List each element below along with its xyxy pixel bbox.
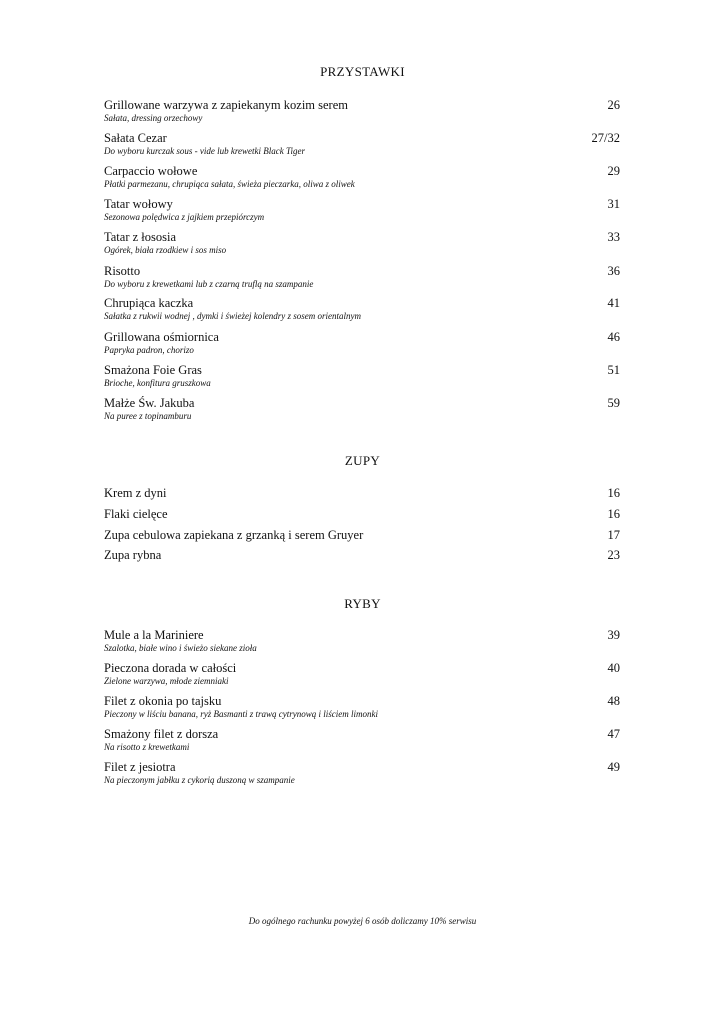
item-description: Pieczony w liściu banana, ryż Basmanti z trawą cytrynową i liściem limonki	[104, 709, 378, 719]
item-price: 29	[607, 164, 620, 178]
item-name: Sałata Cezar	[104, 131, 167, 145]
item-description: Papryka padron, chorizo	[104, 345, 194, 355]
menu-item	[104, 264, 620, 290]
item-price: 48	[607, 694, 620, 708]
menu-item	[104, 396, 620, 422]
item-price: 16	[607, 507, 620, 521]
menu-item	[104, 486, 620, 500]
service-charge-note: Do ogólnego rachunku powyżej 6 osób doliczamy 10% serwisu	[248, 916, 477, 926]
item-price: 47	[607, 727, 620, 741]
item-name: Smażona Foie Gras	[104, 363, 202, 377]
item-name: Risotto	[104, 264, 141, 278]
menu-item	[104, 131, 620, 157]
item-description: Sezonowa polędwica z jajkiem przepiórczym	[104, 212, 265, 222]
item-description: Brioche, konfitura gruszkowa	[104, 378, 211, 388]
item-name: Krem z dyni	[104, 486, 167, 500]
menu-item	[104, 628, 620, 654]
item-name: Filet z okonia po tajsku	[104, 694, 222, 708]
item-name: Tatar wołowy	[104, 197, 173, 211]
menu-item	[104, 230, 620, 256]
item-price: 31	[607, 197, 620, 211]
item-price: 23	[607, 548, 620, 562]
item-price: 26	[607, 98, 620, 112]
item-description: Na puree z topinamburu	[104, 411, 192, 421]
menu-item	[104, 528, 620, 542]
item-price: 27/32	[591, 131, 620, 145]
menu-item	[104, 727, 620, 753]
menu-item	[104, 661, 620, 687]
item-price: 49	[607, 760, 620, 774]
item-name: Małże Św. Jakuba	[104, 396, 195, 410]
item-name: Zupa cebulowa zapiekana z grzanką i serem Gruyer	[104, 528, 364, 542]
item-description: Ogórek, biała rzodkiew i sos miso	[104, 245, 227, 255]
item-price: 46	[607, 330, 620, 344]
item-name: Zupa rybna	[104, 548, 162, 562]
menu-item	[104, 507, 620, 521]
item-name: Grillowane warzywa z zapiekanym kozim serem	[104, 98, 348, 112]
item-name: Tatar z łososia	[104, 230, 177, 244]
section-title-przystawki: PRZYSTAWKI	[320, 64, 405, 79]
item-name: Mule a la Mariniere	[104, 628, 204, 642]
item-name: Grillowana ośmiornica	[104, 330, 219, 344]
menu-item	[104, 694, 620, 720]
menu-item	[104, 363, 620, 389]
item-name: Carpaccio wołowe	[104, 164, 198, 178]
item-description: Płatki parmezanu, chrupiąca sałata, świeża pieczarka, oliwa z oliwek	[104, 179, 355, 189]
item-price: 17	[607, 528, 620, 542]
item-name: Filet z jesiotra	[104, 760, 176, 774]
item-description: Zielone warzywa, młode ziemniaki	[104, 676, 229, 686]
item-price: 33	[607, 230, 620, 244]
item-price: 36	[607, 264, 620, 278]
menu-item	[104, 98, 620, 124]
item-price: 51	[607, 363, 620, 377]
item-description: Na pieczonym jabłku z cykorią duszoną w szampanie	[104, 775, 295, 785]
item-description: Sałata, dressing orzechowy	[104, 113, 203, 123]
item-name: Pieczona dorada w całości	[104, 661, 237, 675]
item-description: Szalotka, białe wino i świeżo siekane zioła	[104, 643, 257, 653]
menu-item	[104, 164, 620, 190]
item-price: 39	[607, 628, 620, 642]
menu-item	[104, 197, 620, 223]
item-description: Do wyboru z krewetkami lub z czarną truflą na szampanie	[104, 279, 314, 289]
item-price: 59	[607, 396, 620, 410]
item-price: 16	[607, 486, 620, 500]
item-description: Na risotto z krewetkami	[104, 742, 190, 752]
menu-item	[104, 760, 620, 786]
menu-item	[104, 330, 620, 356]
menu-item	[104, 296, 620, 322]
item-description: Do wyboru kurczak sous - vide lub krewetki Black Tiger	[104, 146, 306, 156]
section-title-zupy: ZUPY	[344, 453, 381, 468]
item-price: 40	[607, 661, 620, 675]
item-name: Smażony filet z dorsza	[104, 727, 219, 741]
item-name: Chrupiąca kaczka	[104, 296, 194, 310]
section-title-ryby: RYBY	[344, 596, 381, 611]
item-price: 41	[607, 296, 620, 310]
item-name: Flaki cielęce	[104, 507, 168, 521]
item-description: Sałatka z rukwii wodnej , dymki i świeżej kolendry z sosem orientalnym	[104, 311, 361, 321]
menu-item	[104, 548, 620, 562]
